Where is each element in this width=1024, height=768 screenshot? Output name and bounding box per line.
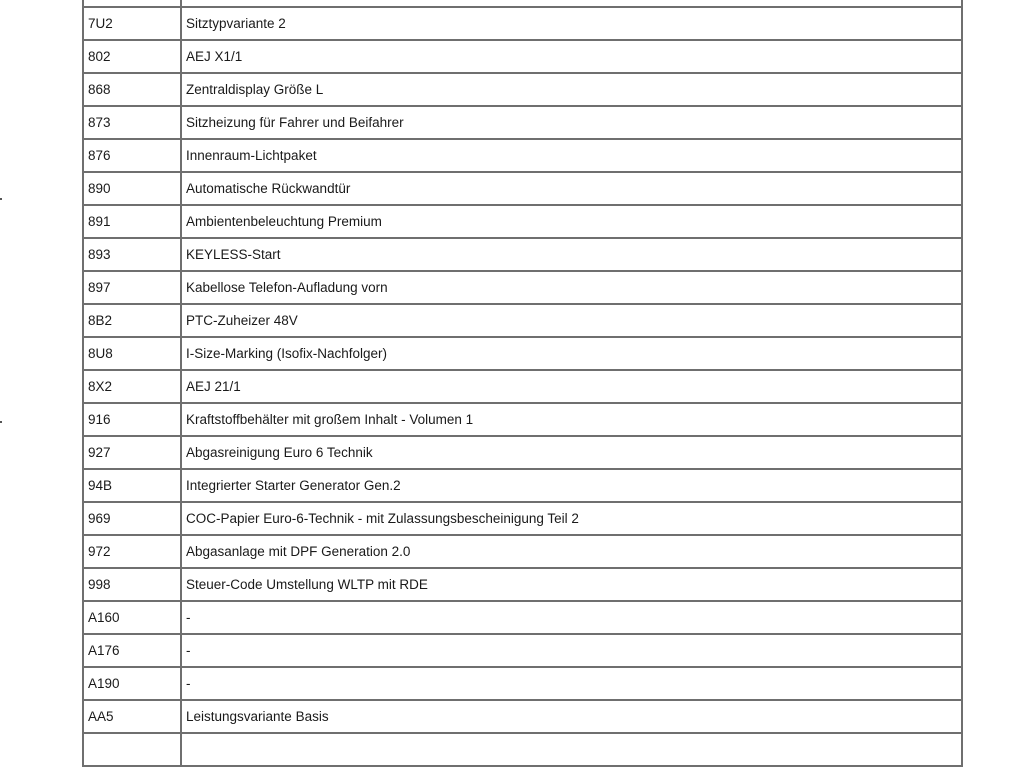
option-description: KEYLESS-Start bbox=[181, 238, 962, 271]
option-code: 890 bbox=[83, 172, 181, 205]
option-code: A190 bbox=[83, 667, 181, 700]
table-row bbox=[83, 7, 962, 40]
option-description: - bbox=[181, 634, 962, 667]
table-row bbox=[83, 667, 962, 700]
option-code: A160 bbox=[83, 601, 181, 634]
option-description: Innenraum-Lichtpaket bbox=[181, 139, 962, 172]
table-row bbox=[83, 733, 962, 766]
table-row bbox=[83, 700, 962, 733]
table-row bbox=[83, 0, 962, 7]
table-row bbox=[83, 106, 962, 139]
option-description: Steuer-Code Umstellung WLTP mit RDE bbox=[181, 568, 962, 601]
table-row bbox=[83, 73, 962, 106]
option-code bbox=[83, 0, 181, 7]
table-row bbox=[83, 271, 962, 304]
option-description: Kabellose Telefon-Aufladung vorn bbox=[181, 271, 962, 304]
option-code: 891 bbox=[83, 205, 181, 238]
options-table bbox=[82, 0, 963, 767]
table-row bbox=[83, 337, 962, 370]
option-description: Sitztypvariante 2 bbox=[181, 7, 962, 40]
table-row bbox=[83, 469, 962, 502]
option-description: Ambientenbeleuchtung Premium bbox=[181, 205, 962, 238]
option-code: 893 bbox=[83, 238, 181, 271]
option-code: 868 bbox=[83, 73, 181, 106]
option-code: A176 bbox=[83, 634, 181, 667]
option-description: - bbox=[181, 667, 962, 700]
table-row bbox=[83, 436, 962, 469]
option-code: 969 bbox=[83, 502, 181, 535]
table-row bbox=[83, 304, 962, 337]
margin-mark bbox=[0, 198, 2, 200]
option-code: 998 bbox=[83, 568, 181, 601]
table-row bbox=[83, 205, 962, 238]
table-row bbox=[83, 139, 962, 172]
option-description bbox=[181, 733, 962, 766]
table-row bbox=[83, 172, 962, 205]
option-description: Sitzheizung für Fahrer und Beifahrer bbox=[181, 106, 962, 139]
option-description: Integrierter Starter Generator Gen.2 bbox=[181, 469, 962, 502]
option-code: 94B bbox=[83, 469, 181, 502]
option-description: AEJ 21/1 bbox=[181, 370, 962, 403]
option-description bbox=[181, 0, 962, 7]
table-row bbox=[83, 40, 962, 73]
option-code: 8U8 bbox=[83, 337, 181, 370]
option-code: 876 bbox=[83, 139, 181, 172]
option-description: PTC-Zuheizer 48V bbox=[181, 304, 962, 337]
table-row bbox=[83, 238, 962, 271]
option-description: Abgasanlage mit DPF Generation 2.0 bbox=[181, 535, 962, 568]
option-code: 972 bbox=[83, 535, 181, 568]
option-description: - bbox=[181, 601, 962, 634]
option-description: Kraftstoffbehälter mit großem Inhalt - Volumen 1 bbox=[181, 403, 962, 436]
option-description: Abgasreinigung Euro 6 Technik bbox=[181, 436, 962, 469]
option-code: 802 bbox=[83, 40, 181, 73]
table-row bbox=[83, 601, 962, 634]
option-code: 927 bbox=[83, 436, 181, 469]
option-code: 7U2 bbox=[83, 7, 181, 40]
option-description: Leistungsvariante Basis bbox=[181, 700, 962, 733]
option-description: COC-Papier Euro-6-Technik - mit Zulassungsbescheinigung Teil 2 bbox=[181, 502, 962, 535]
option-code: AA5 bbox=[83, 700, 181, 733]
table-row bbox=[83, 370, 962, 403]
margin-mark bbox=[0, 421, 2, 423]
option-code: 873 bbox=[83, 106, 181, 139]
table-row bbox=[83, 403, 962, 436]
option-description: AEJ X1/1 bbox=[181, 40, 962, 73]
option-description: Zentraldisplay Größe L bbox=[181, 73, 962, 106]
option-description: I-Size-Marking (Isofix-Nachfolger) bbox=[181, 337, 962, 370]
option-code: 8B2 bbox=[83, 304, 181, 337]
option-code bbox=[83, 733, 181, 766]
table-row bbox=[83, 502, 962, 535]
table-row bbox=[83, 634, 962, 667]
table-row bbox=[83, 535, 962, 568]
options-table-container bbox=[82, 0, 963, 767]
option-code: 897 bbox=[83, 271, 181, 304]
options-table-body bbox=[83, 0, 962, 766]
option-description: Automatische Rückwandtür bbox=[181, 172, 962, 205]
option-code: 8X2 bbox=[83, 370, 181, 403]
table-row bbox=[83, 568, 962, 601]
option-code: 916 bbox=[83, 403, 181, 436]
